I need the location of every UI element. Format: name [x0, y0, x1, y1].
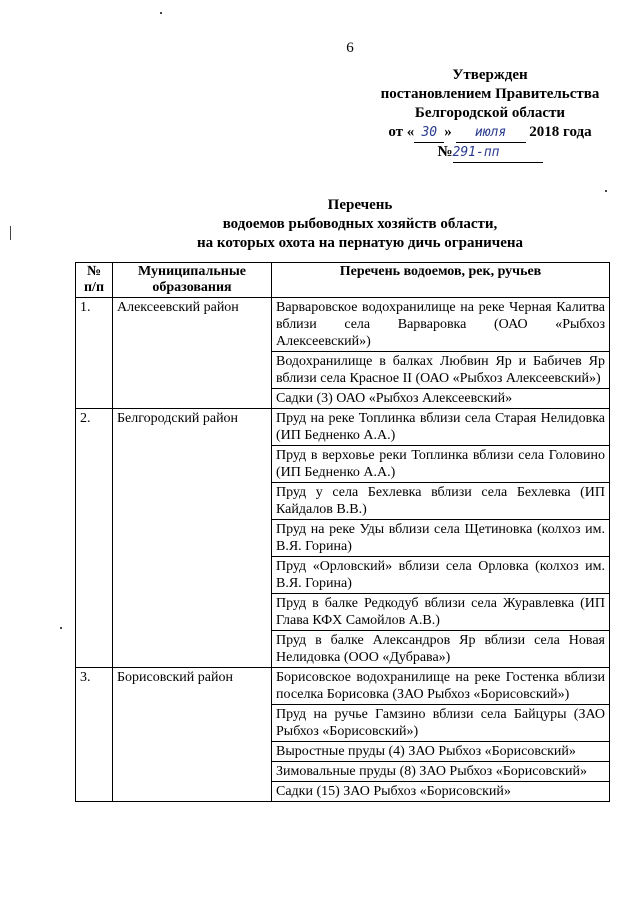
reservoir-cell: Зимовальные пруды (8) ЗАО Рыбхоз «Борисовский» [272, 762, 610, 782]
table-row [76, 298, 610, 352]
reservoir-cell: Садки (15) ЗАО Рыбхоз «Борисовский» [272, 782, 610, 802]
scan-speck [160, 12, 162, 14]
reservoir-cell: Пруд «Орловский» вблизи села Орловка (колхоз им. В.Я. Горина) [272, 557, 610, 594]
reservoir-cell: Пруд на ручье Гамзино вблизи села Байцуры (ЗАО Рыбхоз «Борисовский») [272, 705, 610, 742]
table-row [76, 668, 610, 705]
reservoir-cell: Варваровское водохранилище на реке Черная Калитва вблизи села Варваровка (ОАО «Рыбхоз Алексеевский») [272, 298, 610, 352]
reservoir-cell: Водохранилище в балках Любвин Яр и Бабичев Яр вблизи села Красное II (ОАО «Рыбхоз Алексеевский») [272, 352, 610, 389]
header-num: № п/п [76, 263, 113, 298]
scan-speck [10, 226, 11, 240]
table-row [76, 409, 610, 446]
approval-line-3: Белгородской области [414, 105, 566, 121]
reservoir-cell: Садки (3) ОАО «Рыбхоз Алексеевский» [272, 389, 610, 409]
table-header-row [76, 263, 610, 298]
title-line-2: водоемов рыбоводных хозяйств области, [222, 216, 498, 232]
table-body [76, 298, 610, 802]
approval-line-1: Утвержден [452, 67, 528, 83]
municipality-cell: Алексеевский район [113, 298, 272, 409]
row-number: 1. [76, 298, 113, 409]
reservoir-cell: Пруд у села Бехлевка вблизи села Бехлевка (ИП Кайдалов В.В.) [272, 483, 610, 520]
reservoir-cell: Пруд в балке Александров Яр вблизи села Новая Нелидовка (ООО «Дубрава») [272, 631, 610, 668]
approval-block [370, 66, 610, 163]
date-day: 30 [421, 125, 438, 140]
reservoir-cell: Пруд на реке Топлинка вблизи села Старая Нелидовка (ИП Бедненко А.А.) [272, 409, 610, 446]
document-title [150, 196, 570, 253]
reservoir-cell: Борисовское водохранилище на реке Гостенка вблизи поселка Борисовка (ЗАО Рыбхоз «Борисовский») [272, 668, 610, 705]
page-number: 6 [346, 40, 354, 56]
number-prefix: № [437, 144, 453, 160]
header-list: Перечень водоемов, рек, ручьев [272, 263, 610, 298]
date-prefix: от « [388, 124, 415, 140]
date-mid: » [444, 124, 452, 140]
number-value: 291-пп [452, 145, 500, 160]
scan-speck [605, 190, 607, 192]
reservoir-cell: Пруд на реке Уды вблизи села Щетиновка (колхоз им. В.Я. Горина) [272, 520, 610, 557]
municipality-cell: Белгородский район [113, 409, 272, 668]
title-line-1: Перечень [327, 197, 393, 213]
reservoir-table [75, 262, 610, 802]
approval-number [370, 143, 610, 163]
date-year: 2018 года [529, 124, 592, 140]
reservoir-cell: Пруд в балке Редкодуб вблизи села Журавлевка (ИП Глава КФХ Самойлов А.В.) [272, 594, 610, 631]
scan-speck [60, 627, 62, 629]
municipality-cell: Борисовский район [113, 668, 272, 802]
row-number: 2. [76, 409, 113, 668]
date-month: июля [474, 125, 507, 140]
approval-date [370, 123, 610, 143]
approval-line-2: постановлением Правительства [380, 86, 600, 102]
title-line-3: на которых охота на пернатую дичь ограничена [196, 235, 523, 251]
header-municipality: Муниципальные образования [113, 263, 272, 298]
reservoir-cell: Пруд в верховье реки Топлинка вблизи села Головино (ИП Бедненко А.А.) [272, 446, 610, 483]
reservoir-cell: Выростные пруды (4) ЗАО Рыбхоз «Борисовский» [272, 742, 610, 762]
row-number: 3. [76, 668, 113, 802]
